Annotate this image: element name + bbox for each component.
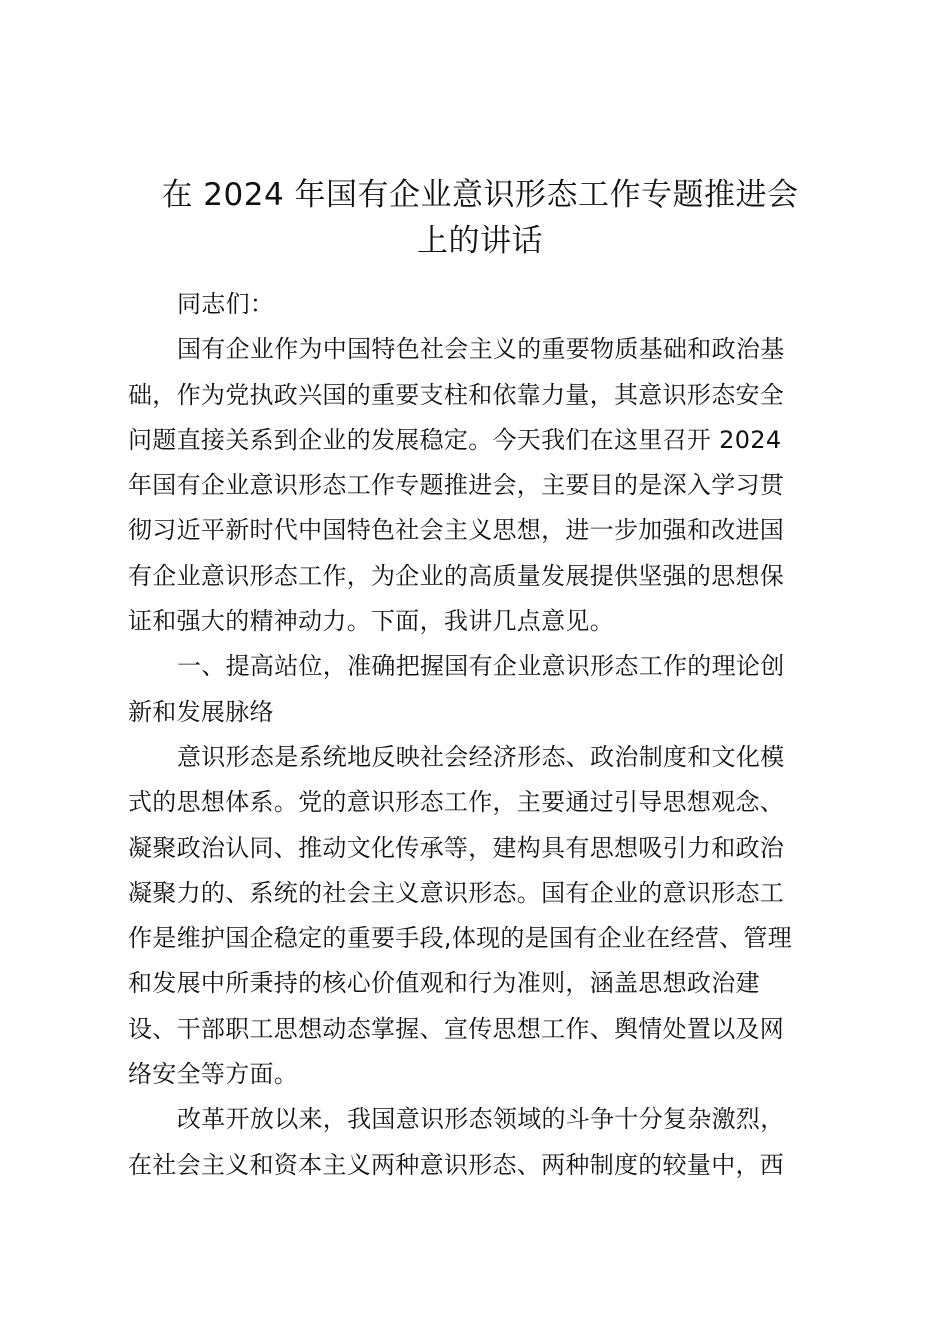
section-heading-line: 一、提高站位，准确把握国有企业意识形态工作的理论创 [177, 652, 785, 681]
paragraph-line: 作是维护国企稳定的重要手段,体现的是国有企业在经营、管理 [128, 924, 793, 953]
section-heading-line: 新和发展脉络 [128, 697, 274, 726]
paragraph-line: 和发展中所秉持的核心价值观和行为准则，涵盖思想政治建 [128, 969, 760, 998]
paragraph-line: 凝聚力的、系统的社会主义意识形态。国有企业的意识形态工 [128, 878, 785, 907]
document-body [128, 282, 828, 1188]
paragraph-line: 凝聚政治认同、推动文化传承等，建构具有思想吸引力和政治 [128, 833, 785, 862]
paragraph-line: 在社会主义和资本主义两种意识形态、两种制度的较量中，西 [128, 1150, 785, 1179]
paragraph-line: 意识形态是系统地反映社会经济形态、政治制度和文化模 [177, 742, 785, 771]
title-line-2: 上的讲话 [417, 223, 543, 259]
paragraph-line: 彻习近平新时代中国特色社会主义思想，进一步加强和改进国 [128, 516, 785, 545]
paragraph-line: 改革开放以来，我国意识形态领域的斗争十分复杂激烈， [177, 1105, 785, 1134]
paragraph-line: 础，作为党执政兴国的重要支柱和依靠力量，其意识形态安全 [128, 380, 785, 409]
paragraph-line: 设、干部职工思想动态掌握、宣传思想工作、舆情处置以及网 [128, 1014, 785, 1043]
paragraph-line: 年国有企业意识形态工作专题推进会，主要目的是深入学习贯 [128, 471, 785, 500]
document-title [110, 172, 850, 264]
paragraph-line: 问题直接关系到企业的发展稳定。今天我们在这里召开 2024 [128, 425, 782, 454]
paragraph-line: 有企业意识形态工作，为企业的高质量发展提供坚强的思想保 [128, 561, 785, 590]
paragraph-line: 络安全等方面。 [128, 1060, 299, 1089]
paragraph-line: 国有企业作为中国特色社会主义的重要物质基础和政治基 [177, 335, 785, 364]
paragraph-line: 式的思想体系。党的意识形态工作，主要通过引导思想观念、 [128, 788, 785, 817]
title-line-1: 在 2024 年国有企业意识形态工作专题推进会 [161, 177, 799, 213]
salutation: 同志们： [177, 290, 275, 318]
paragraph-line: 证和强大的精神动力。下面，我讲几点意见。 [128, 607, 614, 636]
